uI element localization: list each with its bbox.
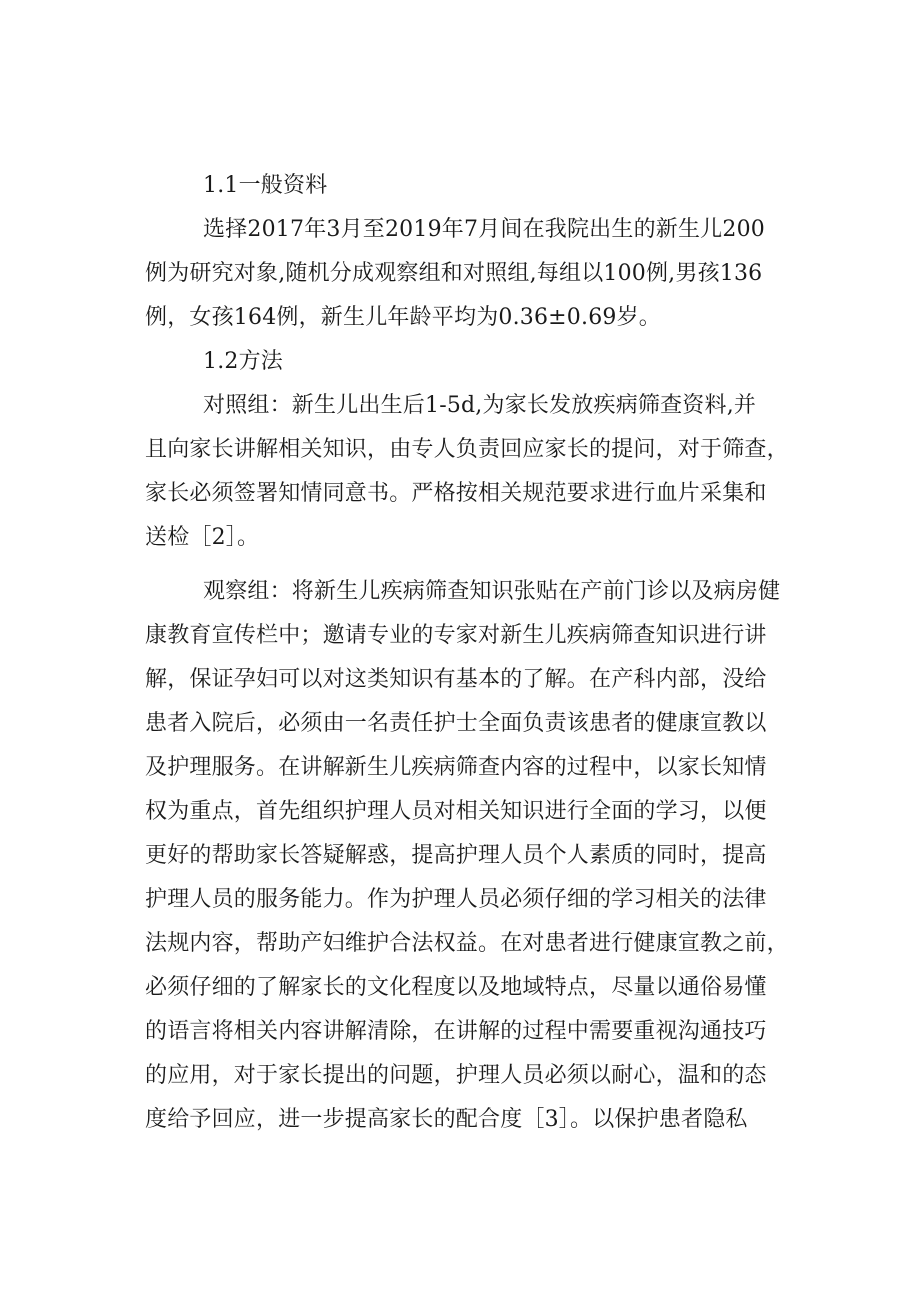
paragraph-general-info xyxy=(145,208,805,340)
paragraph-line: 送检［2］。 xyxy=(145,525,260,550)
paragraph-line: 的应用，对于家长提出的问题，护理人员必须以耐心，温和的态 xyxy=(145,1063,767,1088)
section-heading-methods: 1.2方法 xyxy=(203,349,283,374)
paragraph-line: 的语言将相关内容讲解清除，在讲解的过程中需要重视沟通技巧 xyxy=(145,1019,767,1044)
paragraph-line: 例为研究对象,随机分成观察组和对照组,每组以100例,男孩136 xyxy=(145,261,763,286)
paragraph-line: 观察组：将新生儿疾病筛查知识张贴在产前门诊以及病房健 xyxy=(203,579,781,604)
paragraph-line: 解，保证孕妇可以对这类知识有基本的了解。在产科内部，没给 xyxy=(145,667,767,692)
paragraph-line: 对照组：新生儿出生后1-5d,为家长发放疾病筛查资料,并 xyxy=(203,393,757,418)
paragraph-line: 更好的帮助家长答疑解惑，提高护理人员个人素质的同时，提高 xyxy=(145,843,767,868)
paragraph-line: 必须仔细的了解家长的文化程度以及地域特点，尽量以通俗易懂 xyxy=(145,975,767,1000)
paragraph-line: 护理人员的服务能力。作为护理人员必须仔细的学习相关的法律 xyxy=(145,887,767,912)
paragraph-line: 康教育宣传栏中；邀请专业的专家对新生儿疾病筛查知识进行讲 xyxy=(145,623,767,648)
paragraph-observation-group xyxy=(145,570,805,1142)
paragraph-line: 家长必须签署知情同意书。严格按相关规范要求进行血片采集和 xyxy=(145,481,767,506)
paragraph-line: 例，女孩164例，新生儿年龄平均为0.36±0.69岁。 xyxy=(145,305,661,330)
paragraph-line: 度给予回应，进一步提高家长的配合度［3］。以保护患者隐私 xyxy=(145,1107,748,1132)
paragraph-line: 权为重点，首先组织护理人员对相关知识进行全面的学习，以便 xyxy=(145,799,767,824)
paragraph-line: 选择2017年3月至2019年7月间在我院出生的新生儿200 xyxy=(203,217,765,242)
paragraph-line: 及护理服务。在讲解新生儿疾病筛查内容的过程中，以家长知情 xyxy=(145,755,767,780)
paragraph-line: 法规内容，帮助产妇维护合法权益。在对患者进行健康宣教之前， xyxy=(145,931,789,956)
paragraph-line: 患者入院后，必须由一名责任护士全面负责该患者的健康宣教以 xyxy=(145,711,767,736)
paragraph-control-group xyxy=(145,384,805,560)
paragraph-spacer xyxy=(145,560,805,570)
paragraph-line: 且向家长讲解相关知识，由专人负责回应家长的提问，对于筛查， xyxy=(145,437,789,462)
section-heading-general-info: 1.1一般资料 xyxy=(203,173,328,198)
document-body xyxy=(145,164,805,1142)
